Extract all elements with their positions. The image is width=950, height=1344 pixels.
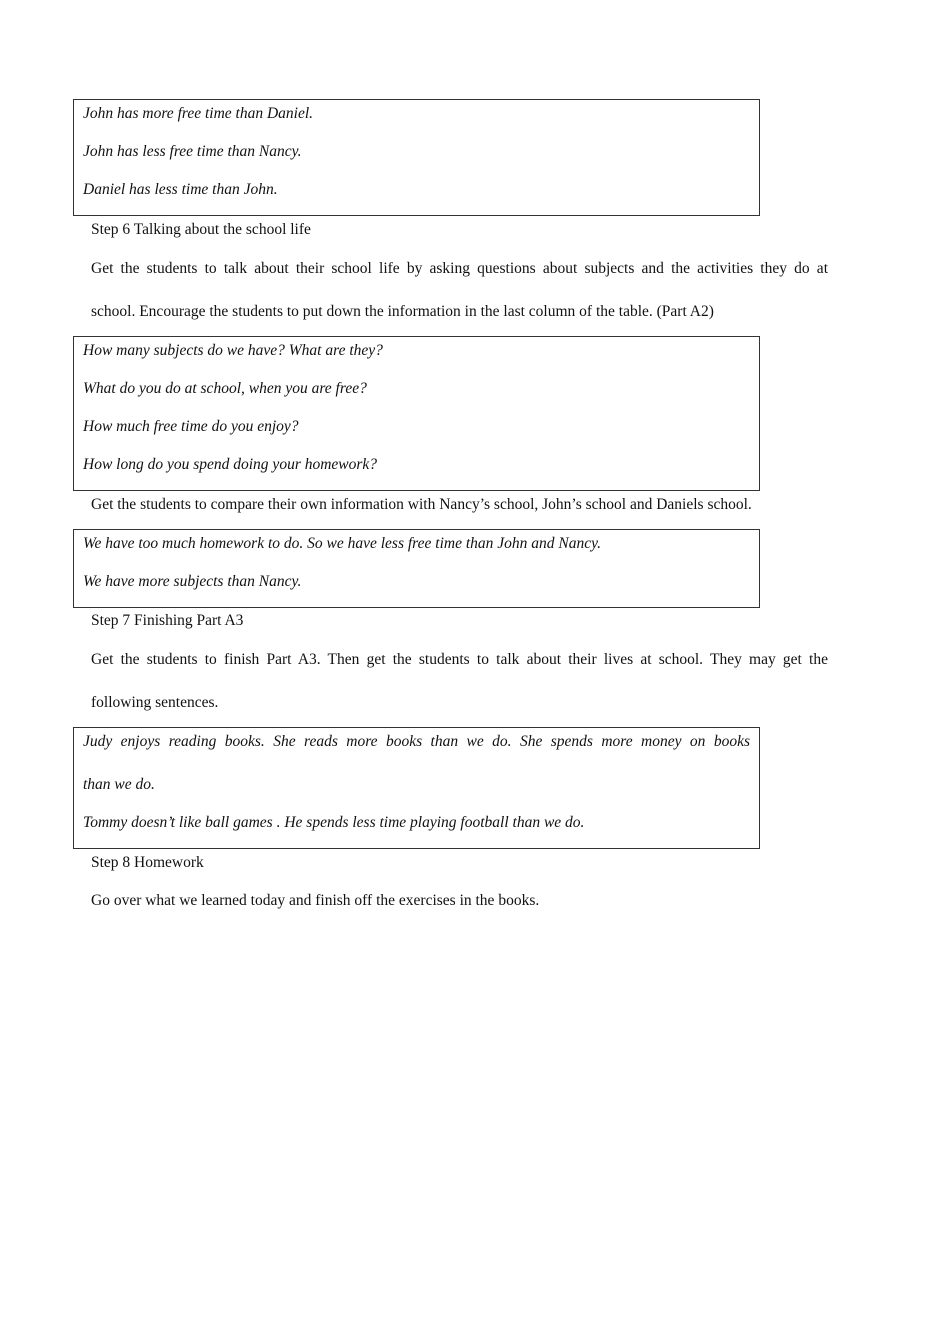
question-sentence: How many subjects do we have? What are they? (83, 342, 383, 359)
step6-heading: Step 6 Talking about the school life (91, 221, 311, 238)
example-box-comparisons (73, 99, 760, 216)
question-sentence: How much free time do you enjoy? (83, 418, 299, 435)
step6-paragraph-line2: school. Encourage the students to put down the information in the last column of the table. (Part A2) (91, 303, 714, 320)
step7-paragraph-line2: following sentences. (91, 694, 219, 711)
example-sentence: Judy enjoys reading books. She reads more books than we do. She spends more money on books (83, 733, 750, 750)
question-sentence: How long do you spend doing your homework? (83, 456, 378, 473)
step6-paragraph-line1: Get the students to talk about their school life by asking questions about subjects and the activities they do at (91, 260, 828, 277)
compare-paragraph: Get the students to compare their own information with Nancy’s school, John’s school and Daniels school. (91, 496, 752, 513)
example-box-compare (73, 529, 760, 608)
step8-paragraph: Go over what we learned today and finish off the exercises in the books. (91, 892, 540, 909)
example-box-questions (73, 336, 760, 491)
step8-heading: Step 8 Homework (91, 854, 204, 871)
step7-paragraph-line1: Get the students to finish Part A3. Then get the students to talk about their lives at school. They may get the (91, 651, 828, 668)
example-sentence: Tommy doesn’t like ball games . He spends less time playing football than we do. (83, 814, 585, 831)
step7-heading: Step 7 Finishing Part A3 (91, 612, 244, 629)
example-sentence: than we do. (83, 776, 155, 793)
example-sentence: John has less free time than Nancy. (83, 143, 302, 160)
question-sentence: What do you do at school, when you are free? (83, 380, 367, 397)
example-sentence: We have more subjects than Nancy. (83, 573, 302, 590)
example-sentence: John has more free time than Daniel. (83, 105, 314, 122)
example-sentence: We have too much homework to do. So we have less free time than John and Nancy. (83, 535, 602, 552)
example-sentence: Daniel has less time than John. (83, 181, 278, 198)
example-box-lives (73, 727, 760, 849)
